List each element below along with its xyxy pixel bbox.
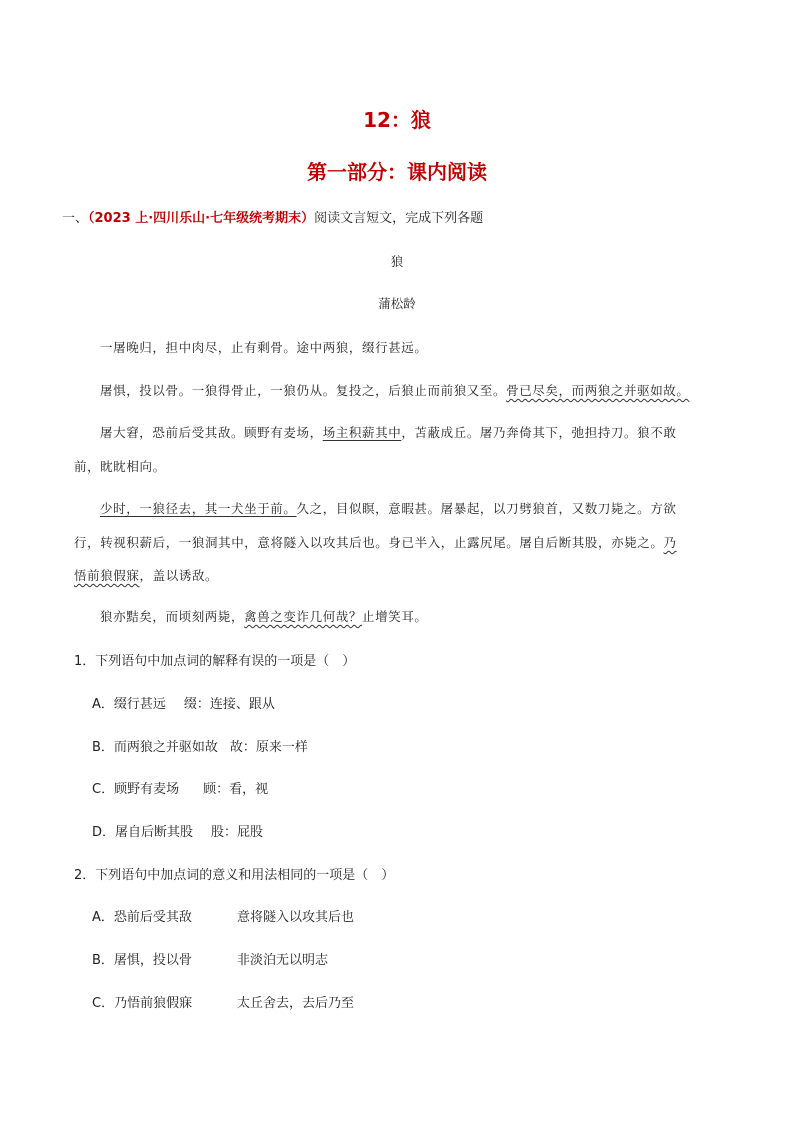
option-label: A．恐前后受其敌 — [92, 910, 192, 925]
option-pair: 太丘舍去，去后乃至 — [237, 996, 355, 1011]
question-source: （2023 上·四川乐山·七年级统考期末） — [88, 211, 315, 226]
paragraph-3-underlined: 场主积薪其中 — [322, 425, 402, 440]
option-pair: 非淡泊无以明志 — [237, 953, 329, 968]
option-gloss: 故：原来一样 — [229, 740, 308, 755]
question-group-header — [62, 207, 483, 226]
passage-paragraph-3-line-2: 前，眈眈相向。 — [74, 459, 166, 474]
passage-paragraph-5 — [100, 607, 428, 625]
question-1-option-d[interactable] — [92, 821, 263, 840]
question-1-option-a[interactable] — [92, 693, 275, 712]
option-gloss: 股：屁股 — [211, 825, 264, 840]
question-2-stem: 2．下列语句中加点词的意义和用法相同的一项是（ ） — [74, 868, 395, 883]
option-label: C．顾野有麦场 — [92, 782, 180, 797]
paragraph-5-text: 狼亦黠矣，而顷刻两毙， — [100, 609, 245, 624]
option-label: B．屠惧，投以骨 — [92, 953, 192, 968]
passage-paragraph-4-line-2 — [74, 533, 677, 551]
passage-title: 狼 — [390, 254, 404, 269]
passage-author: 蒲松龄 — [378, 296, 416, 311]
question-2-option-a[interactable] — [92, 906, 492, 925]
option-gloss: 顾：看，视 — [203, 782, 269, 797]
passage-paragraph-3-line-1 — [100, 423, 676, 441]
question-2-option-c[interactable] — [92, 992, 492, 1011]
question-instruction: 阅读文言短文，完成下列各题 — [314, 211, 484, 226]
section-title: 第一部分：课内阅读 — [307, 160, 487, 184]
paragraph-2-marked-sentence: 骨已尽矣，而两狼之并驱如故。 — [506, 383, 690, 398]
paragraph-5-text-end: 止增笑耳。 — [362, 609, 428, 624]
paragraph-4-text: 久之，目似瞑，意暇甚。屠暴起，以刀劈狼首，又数刀毙之。方欲 — [296, 501, 677, 516]
paragraph-2-text: 屠惧，投以骨。一狼得骨止，一狼仍从。复投之，后狼止而前狼又至。 — [100, 383, 507, 398]
option-label: C．乃悟前狼假寐 — [92, 996, 193, 1011]
question-2-option-b[interactable] — [92, 949, 492, 968]
paragraph-4-wavy-start: 乃 — [663, 535, 677, 550]
option-label: B．而两狼之并驱如故 — [92, 740, 218, 755]
paragraph-4-wavy-end: 悟前狼假寐 — [74, 568, 140, 583]
passage-paragraph-1: 一屠晚归，担中肉尽，止有剩骨。途中两狼，缀行甚远。 — [100, 340, 428, 355]
paragraph-4-text-cont: 行，转视积薪后，一狼洞其中，意将隧入以攻其后也。身已半入，止露尻尾。屠自后断其股，亦毙之。 — [74, 535, 664, 550]
paragraph-4-underlined: 少时，一狼径去，其一犬坐于前。 — [100, 501, 297, 516]
paragraph-5-marked: 禽兽之变诈几何哉？ — [244, 609, 363, 624]
paragraph-3-text-cont: ，苫蔽成丘。屠乃奔倚其下，弛担持刀。狼不敢 — [401, 425, 677, 440]
paragraph-3-text: 屠大窘，恐前后受其敌。顾野有麦场， — [100, 425, 323, 440]
passage-paragraph-4-line-3 — [74, 566, 218, 584]
question-1-stem: 1．下列语句中加点词的解释有误的一项是（ ） — [74, 654, 356, 669]
option-label: A．缀行甚远 — [92, 697, 166, 712]
option-pair: 意将隧入以攻其后也 — [237, 910, 355, 925]
question-group-number: 一、 — [62, 211, 89, 226]
paragraph-4-text-end: ，盖以诱敌。 — [139, 568, 219, 583]
option-gloss: 缀：连接、跟从 — [183, 697, 275, 712]
question-1-option-c[interactable] — [92, 778, 268, 797]
option-label: D．屠自后断其股 — [92, 825, 194, 840]
passage-paragraph-4-line-1 — [100, 499, 676, 517]
passage-paragraph-2 — [100, 381, 690, 399]
question-1-option-b[interactable] — [92, 736, 308, 755]
lesson-title: 12：狼 — [363, 108, 431, 132]
